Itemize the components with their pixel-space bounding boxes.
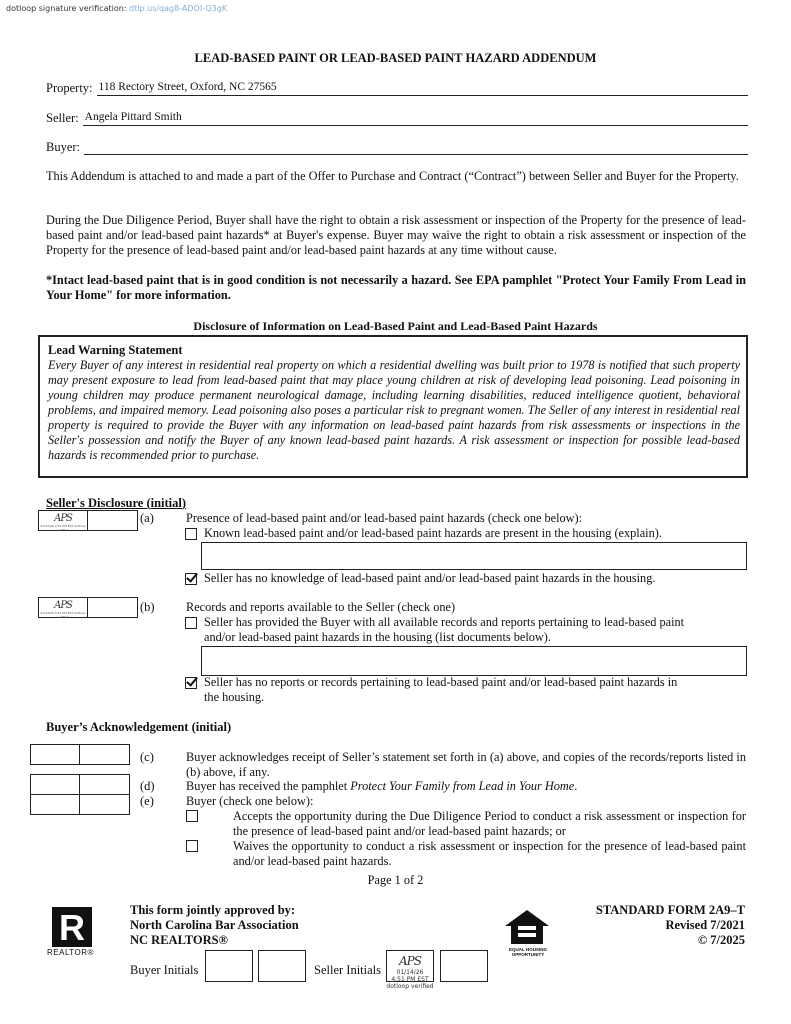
option-a-known-label: Known lead-based paint and/or lead-based paint hazards are present in the housing (explain).	[204, 526, 662, 540]
stamp-date: 01/14/26	[396, 969, 424, 976]
approval-line-2: North Carolina Bar Association	[130, 918, 299, 932]
buyer-initial-box-d1[interactable]	[30, 774, 80, 795]
buyer-field	[46, 139, 748, 155]
footer-buyer-initial-2[interactable]	[258, 950, 306, 982]
addendum-paragraph: This Addendum is attached to and made a part of the Offer to Purchase and Contract (“Contract”) between Seller and Buyer for the Property.	[46, 169, 739, 183]
explain-textbox[interactable]	[201, 542, 747, 570]
realtor-logo-label: REALTOR®	[47, 948, 94, 957]
option-e-accept-label: Accepts the opportunity during the Due Diligence Period to conduct a risk assessment or inspection for the presence of lead-based paint and/or lead-based paint hazards; or	[233, 809, 746, 838]
buyer-initials-e	[30, 794, 130, 815]
option-e-accept	[186, 809, 198, 827]
buyer-initials-c	[30, 744, 130, 765]
item-d-prefix: Buyer has received the pamphlet	[186, 779, 351, 793]
buyer-initials-label: Buyer Initials	[130, 963, 199, 977]
stamp-time: 4:51 PM EST	[391, 976, 429, 983]
item-b-prompt: Records and reports available to the Seller (check one)	[186, 600, 456, 614]
checkbox-known-hazards[interactable]	[185, 528, 197, 540]
option-a-known	[185, 527, 197, 545]
dotloop-stamp: 01/14/26 4:51 PM EST dotloop verified	[40, 611, 86, 619]
form-number: STANDARD FORM 2A9–T	[595, 903, 745, 917]
seller-initials-b	[38, 597, 138, 618]
option-b-provided-label: Seller has provided the Buyer with all available records and reports pertaining to lead-based paint and/or lead-based paint hazards in the housing (list documents below).	[204, 615, 685, 644]
documents-textbox[interactable]	[201, 646, 747, 676]
item-letter-b: (b)	[140, 600, 155, 614]
form-info	[596, 903, 745, 948]
checkbox-records-provided[interactable]	[185, 617, 197, 629]
buyer-initial-box-d2[interactable]	[80, 774, 130, 795]
approval-block	[130, 903, 299, 948]
approval-line-3: NC REALTORS®	[130, 933, 228, 947]
due-diligence-paragraph: During the Due Diligence Period, Buyer shall have the right to obtain a risk assessment or inspection of the Property for the presence of lead-based paint and/or lead-based paint hazards* at Buyer's expense. Buyer may waive the right to obtain a risk assessment or inspection of the Property for the presence of lead-based paint and/or lead-based paint hazards at any time without cause.	[46, 213, 746, 257]
seller-field	[46, 110, 748, 126]
seller-label: Seller:	[46, 111, 79, 125]
approval-line-1: This form jointly approved by:	[130, 903, 296, 917]
option-b-provided	[185, 616, 197, 634]
verification-label: dotloop signature verification:	[6, 4, 127, 13]
item-e-text: Buyer (check one below):	[186, 794, 314, 808]
option-b-noreports	[185, 676, 197, 694]
seller-initial-box-a2[interactable]	[88, 510, 138, 531]
footer-buyer-initial-1[interactable]	[205, 950, 253, 982]
initials-signature: APS	[399, 954, 421, 968]
buyer-initial-box-c1[interactable]	[30, 744, 80, 765]
option-a-noknowledge	[185, 572, 197, 590]
property-label: Property:	[46, 81, 93, 95]
page-number: Page 1 of 2	[367, 873, 424, 887]
seller-initial-box-a1[interactable]	[38, 510, 88, 531]
stamp-verified: dotloop verified	[386, 983, 434, 990]
footer-seller-initial-2[interactable]	[440, 950, 488, 982]
buyer-ack-heading: Buyer’s Acknowledgement (initial)	[46, 720, 232, 734]
item-letter-c: (c)	[140, 750, 154, 764]
seller-initial-box-b2[interactable]	[88, 597, 138, 618]
option-e-waive	[186, 839, 198, 857]
equal-housing-icon	[503, 908, 551, 951]
buyer-initials-d	[30, 774, 130, 795]
item-letter-d: (d)	[140, 779, 155, 793]
checkbox-accept-opportunity[interactable]	[186, 810, 198, 822]
option-e-waive-label: Waives the opportunity to conduct a risk assessment or inspection for the presence of lead-based paint and/or lead-based paint hazards.	[233, 839, 746, 868]
property-input[interactable]: 118 Rectory Street, Oxford, NC 27565	[97, 80, 748, 96]
seller-initial-box-b1[interactable]	[38, 597, 88, 618]
option-a-noknowledge-label: Seller has no knowledge of lead-based paint and/or lead-based paint hazards in the housing.	[204, 571, 656, 585]
dotloop-stamp: 01/14/26 4:51 PM EST dotloop verified	[40, 524, 86, 532]
initials-signature: APS	[54, 513, 72, 524]
item-d-text	[186, 779, 577, 794]
seller-disclosure-heading: Seller's Disclosure (initial)	[46, 496, 187, 510]
seller-initials-label: Seller Initials	[314, 963, 381, 977]
realtor-r-icon: R	[59, 907, 85, 948]
realtor-logo	[52, 907, 92, 947]
item-letter-a: (a)	[140, 511, 154, 525]
checkbox-no-knowledge[interactable]	[185, 573, 197, 585]
buyer-input[interactable]	[84, 139, 748, 155]
lead-warning-box	[38, 335, 748, 478]
buyer-initial-box-e2[interactable]	[80, 794, 130, 815]
item-c-text: Buyer acknowledges receipt of Seller’s statement set forth in (a) above, and copies of the records/reports listed in (b) above, if any.	[186, 750, 746, 779]
intact-paint-note: *Intact lead-based paint that is in good condition is not necessarily a hazard. See EPA pamphlet "Protect Your Family From Lead in Your Home" for more information.	[46, 273, 746, 302]
lead-warning-heading: Lead Warning Statement	[48, 343, 183, 357]
seller-initials-a	[38, 510, 138, 531]
verification-link[interactable]: dtlp.us/qag8-ADOI-Q3gK	[129, 4, 228, 13]
item-a-prompt: Presence of lead-based paint and/or lead-based paint hazards (check one below):	[186, 511, 583, 525]
option-b-noreports-label: Seller has no reports or records pertaining to lead-based paint and/or lead-based paint hazards in the housing.	[204, 675, 678, 704]
disclosure-heading: Disclosure of Information on Lead-Based Paint and Lead-Based Paint Hazards	[193, 319, 598, 333]
document-title: LEAD-BASED PAINT OR LEAD-BASED PAINT HAZARD ADDENDUM	[194, 51, 597, 65]
equal-housing-label: EQUAL HOUSING OPPORTUNITY	[509, 947, 547, 957]
form-copyright: © 7/2025	[697, 933, 745, 947]
lead-warning-text: Every Buyer of any interest in residential real property on which a residential dwelling was built prior to 1978 is notified that such property may present exposure to lead from lead-based paint that may place young children at risk of developing lead poisoning. Lead poisoning in young children may produce permanent neurological damage, including learning disabilities, reduced intelligence quotient, behavioral problems, and impaired memory. Lead poisoning also poses a particular risk to pregnant women. The Seller of any interest in residential real property is required to provide the Buyer with any information on lead-based paint hazards from risk assessments or inspections in the Seller's possession and notify the Buyer of any known lead-based paint hazards. A risk assessment or inspection for possible lead-based hazards is recommended prior to purchase.	[48, 358, 740, 462]
buyer-initial-box-e1[interactable]	[30, 794, 80, 815]
buyer-initial-box-c2[interactable]	[80, 744, 130, 765]
buyer-label: Buyer:	[46, 140, 81, 154]
pamphlet-title: Protect Your Family from Lead in Your Home	[350, 779, 575, 793]
checkbox-no-reports[interactable]	[185, 677, 197, 689]
seller-input[interactable]: Angela Pittard Smith	[83, 110, 748, 126]
dotloop-verification	[6, 4, 227, 13]
item-letter-e: (e)	[140, 794, 154, 808]
initials-signature: APS	[54, 600, 72, 611]
checkbox-waive-opportunity[interactable]	[186, 840, 198, 852]
item-d-suffix: .	[574, 779, 578, 793]
form-revised: Revised 7/2021	[665, 918, 745, 932]
property-field	[46, 80, 748, 96]
footer-dotloop-stamp	[378, 969, 442, 990]
